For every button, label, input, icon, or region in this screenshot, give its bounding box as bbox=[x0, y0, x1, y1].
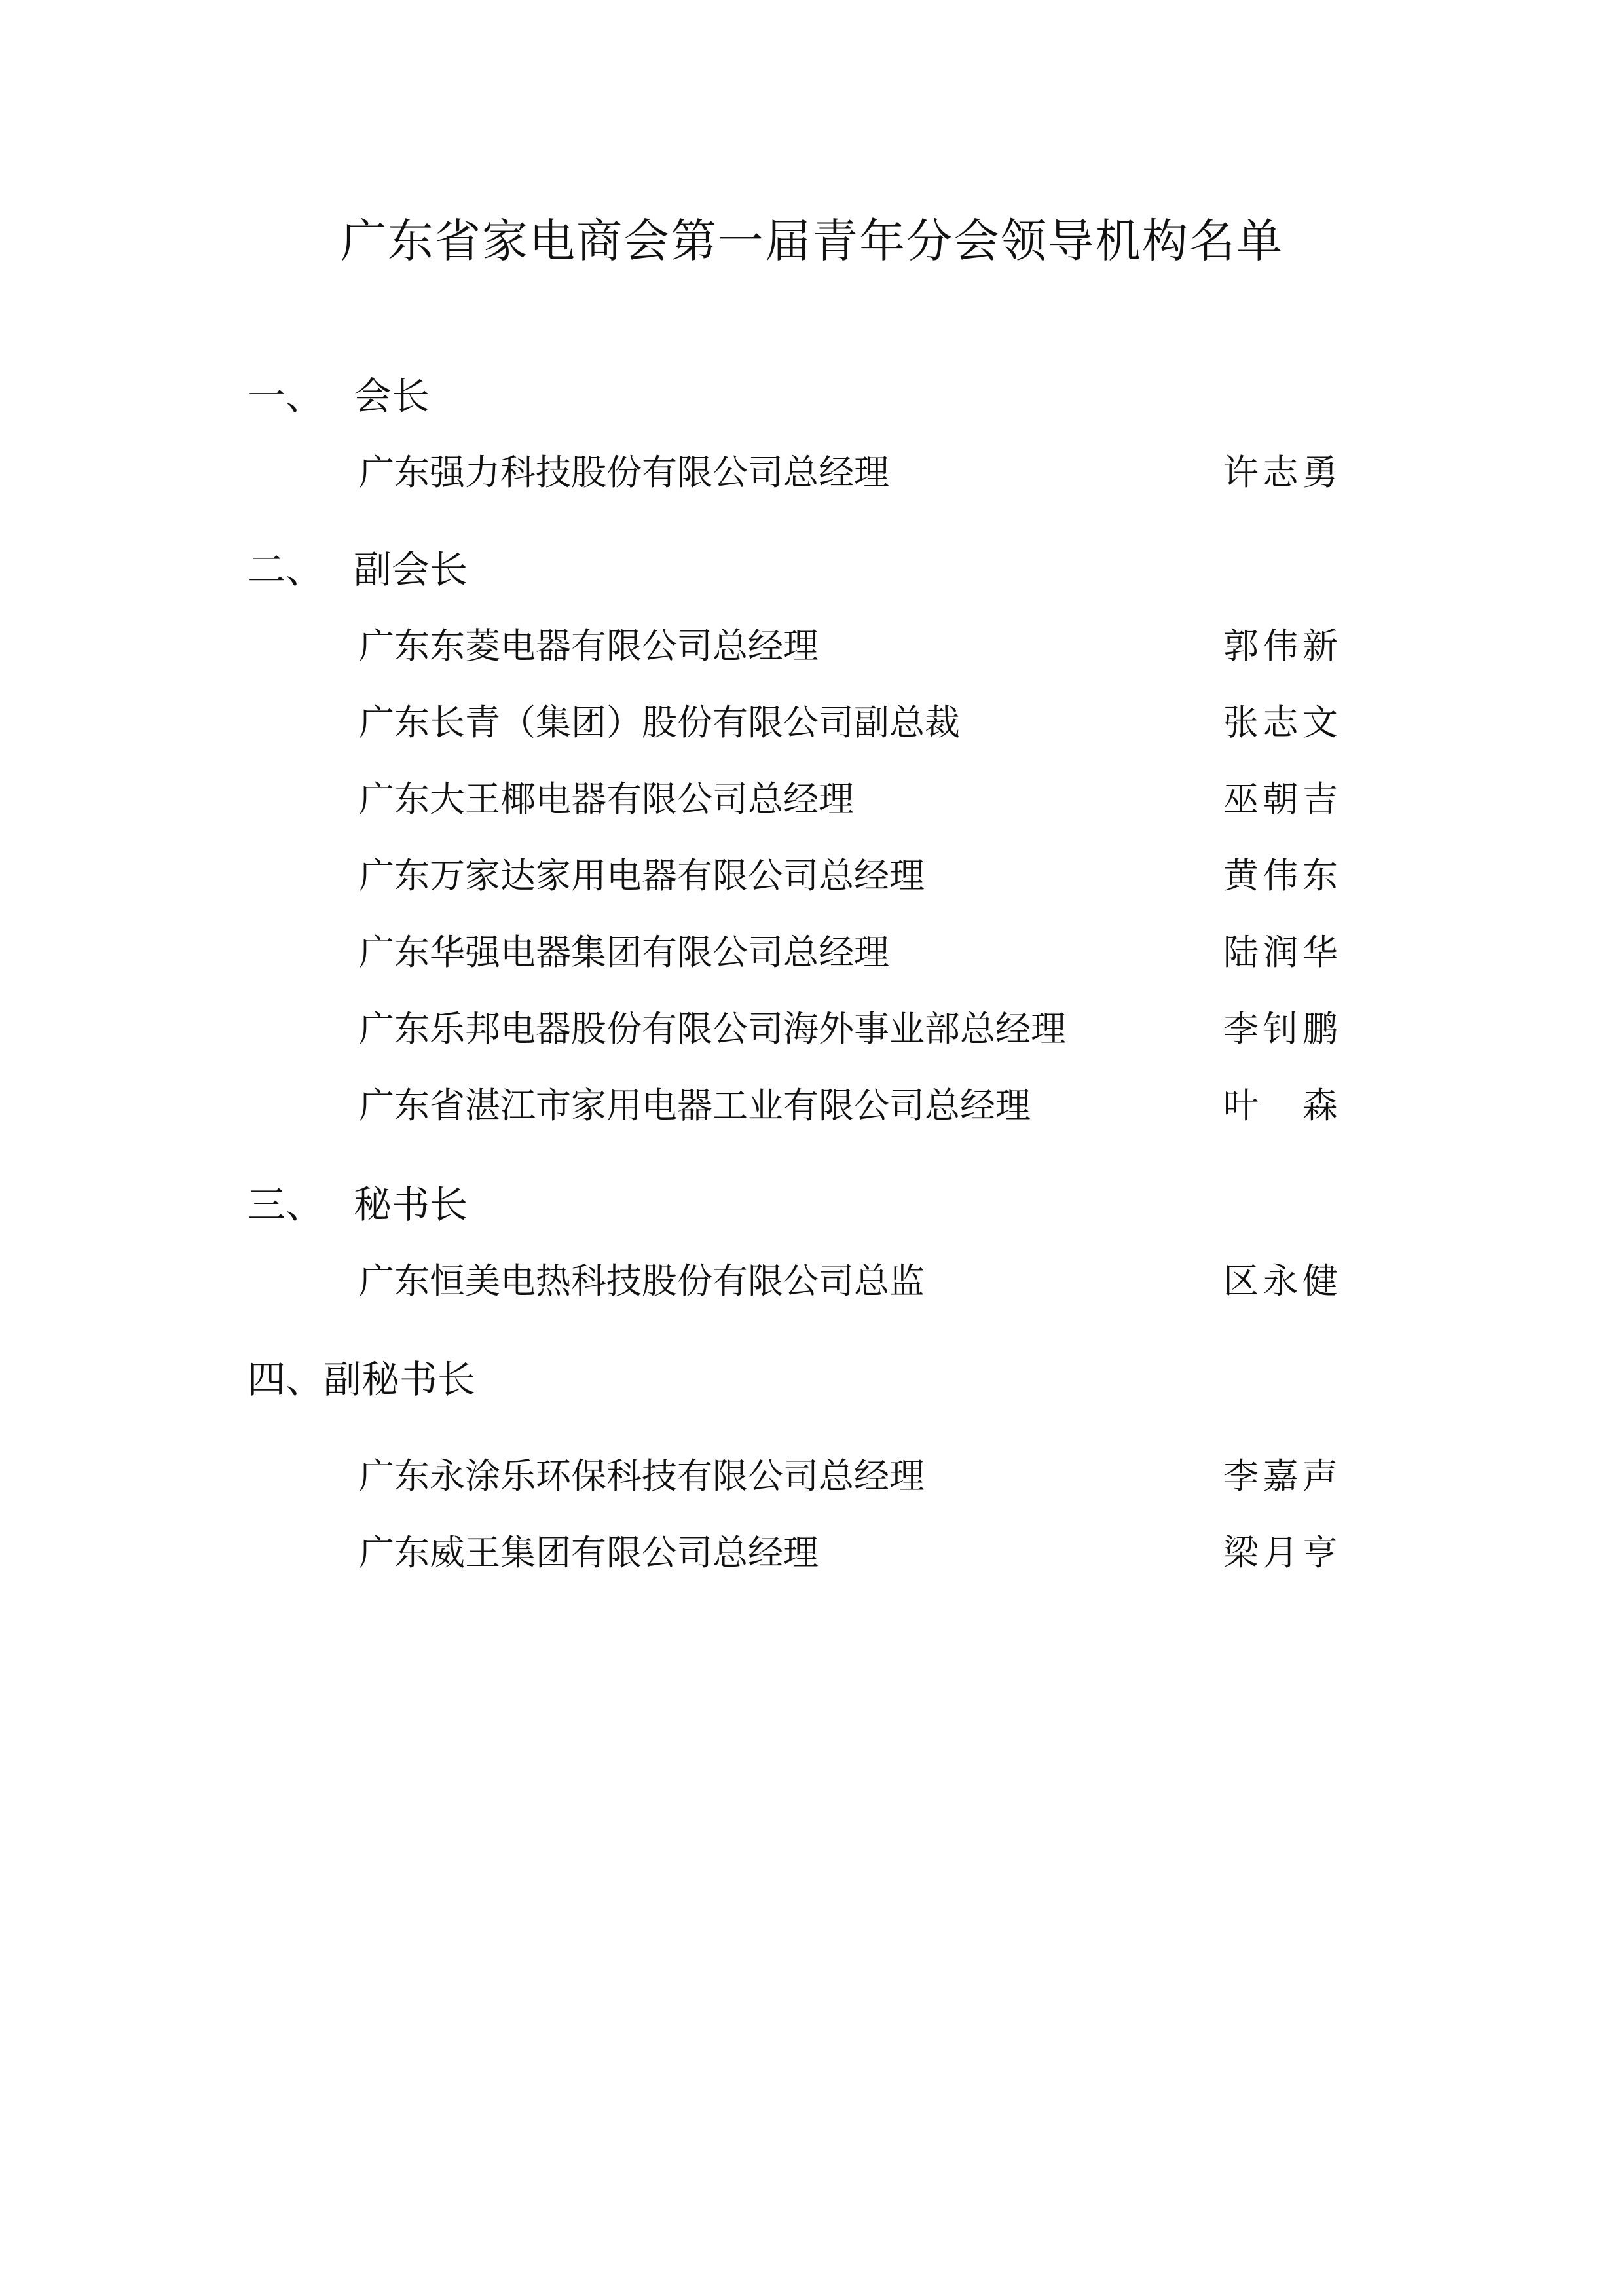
person-name: 区永健 bbox=[1223, 1260, 1338, 1302]
person-name: 李钊鹏 bbox=[1223, 1008, 1338, 1049]
organization-title: 广东永涂乐环保科技有限公司总经理 bbox=[359, 1455, 925, 1497]
organization-title: 广东万家达家用电器有限公司总经理 bbox=[359, 855, 925, 896]
organization-title: 广东长青（集团）股份有限公司副总裁 bbox=[359, 702, 960, 743]
person-name: 李嘉声 bbox=[1223, 1455, 1338, 1497]
list-item bbox=[359, 926, 1338, 979]
organization-title: 广东省湛江市家用电器工业有限公司总经理 bbox=[359, 1085, 1031, 1126]
section-title: 会长 bbox=[354, 374, 430, 418]
person-name: 陆润华 bbox=[1223, 932, 1338, 973]
list-item bbox=[359, 1003, 1338, 1055]
section-number: 二、 bbox=[248, 547, 324, 592]
person-name: 张志文 bbox=[1223, 702, 1338, 743]
section-number: 四、 bbox=[248, 1357, 324, 1402]
section-heading-secretary-general bbox=[248, 1178, 468, 1231]
organization-title: 广东东菱电器有限公司总经理 bbox=[359, 625, 819, 666]
organization-title: 广东威王集团有限公司总经理 bbox=[359, 1532, 819, 1573]
organization-title: 广东乐邦电器股份有限公司海外事业部总经理 bbox=[359, 1008, 1066, 1049]
section-heading-president bbox=[248, 370, 430, 422]
list-item bbox=[359, 1255, 1338, 1307]
page-title: 广东省家电商会第一届青年分会领导机构名单 bbox=[341, 214, 1283, 268]
list-item bbox=[359, 446, 1338, 499]
section-title: 副会长 bbox=[354, 547, 468, 592]
list-item bbox=[359, 850, 1338, 902]
person-name: 许志勇 bbox=[1223, 452, 1338, 493]
organization-title: 广东恒美电热科技股份有限公司总监 bbox=[359, 1260, 925, 1302]
person-name: 郭伟新 bbox=[1223, 625, 1338, 666]
person-name: 叶 森 bbox=[1223, 1085, 1338, 1126]
person-name: 巫朝吉 bbox=[1223, 778, 1338, 820]
list-item bbox=[359, 1080, 1338, 1132]
section-heading-vice-president bbox=[248, 543, 468, 596]
section-title: 副秘书长 bbox=[323, 1357, 476, 1402]
list-item bbox=[359, 1527, 1338, 1579]
organization-title: 广东大王椰电器有限公司总经理 bbox=[359, 778, 854, 820]
section-number: 一、 bbox=[248, 374, 324, 418]
organization-title: 广东强力科技股份有限公司总经理 bbox=[359, 452, 889, 493]
organization-title: 广东华强电器集团有限公司总经理 bbox=[359, 932, 889, 973]
section-title: 秘书长 bbox=[354, 1182, 468, 1227]
list-item bbox=[359, 1450, 1338, 1503]
person-name: 黄伟东 bbox=[1223, 855, 1338, 896]
list-item bbox=[359, 697, 1338, 749]
section-number: 三、 bbox=[248, 1182, 324, 1227]
list-item bbox=[359, 773, 1338, 826]
person-name: 梁月亨 bbox=[1223, 1532, 1338, 1573]
list-item bbox=[359, 620, 1338, 672]
section-heading-deputy-secretary-general bbox=[248, 1353, 475, 1406]
